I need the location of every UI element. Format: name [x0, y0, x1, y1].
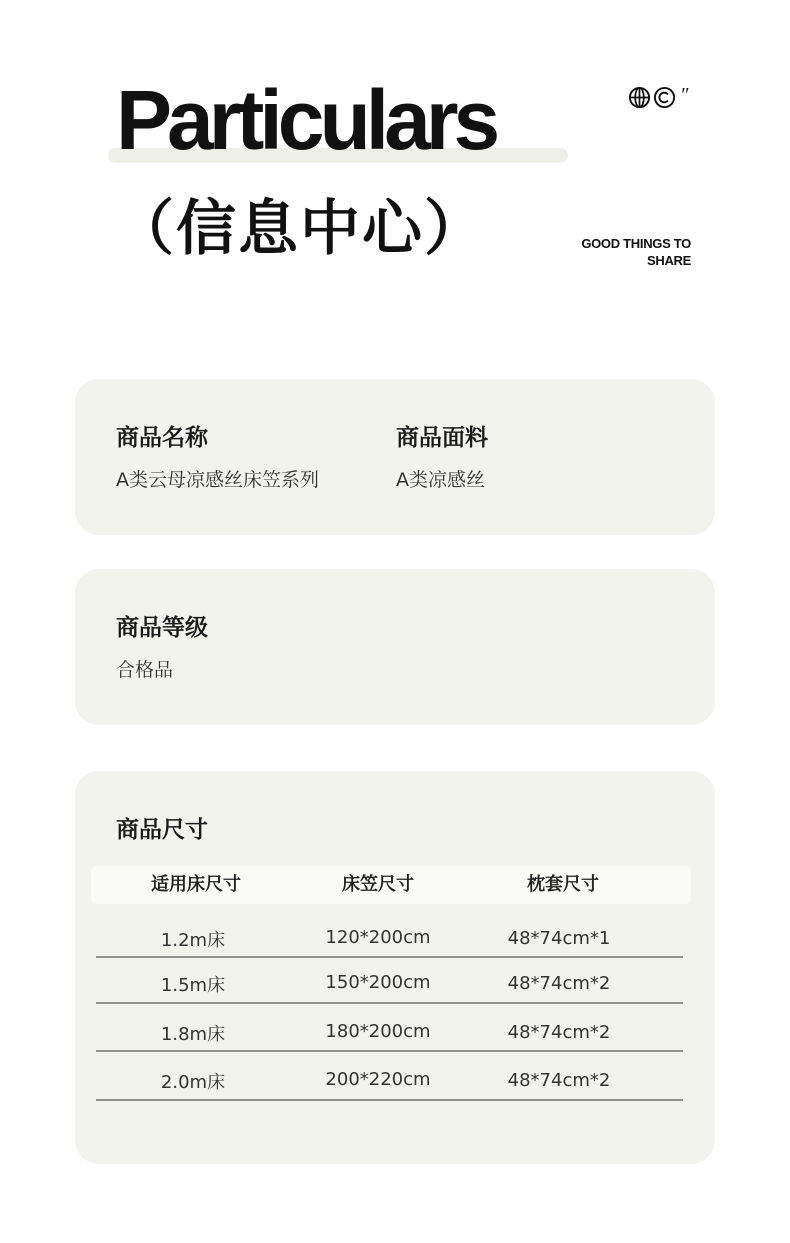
table-row [96, 956, 683, 1004]
row-pillowcase-size: 48*74cm*2 [507, 973, 611, 994]
tagline [581, 235, 691, 269]
brand-mark [628, 84, 694, 110]
row-fitted-sheet-size: 120*200cm [325, 927, 431, 948]
fabric-label: 商品面料 [396, 425, 488, 451]
product-name-label: 商品名称 [116, 425, 208, 451]
product-name-value: A类云母凉感丝床笠系列 [116, 469, 319, 491]
header-pillowcase-size: 枕套尺寸 [527, 874, 599, 895]
page-subtitle: （信息中心） [114, 194, 486, 264]
header-bed-size: 适用床尺寸 [151, 874, 241, 895]
globe-icon [628, 86, 651, 109]
tagline-line-2: SHARE [646, 253, 691, 268]
fabric-field [396, 419, 488, 492]
table-row [96, 1004, 683, 1052]
grade-value: 合格品 [116, 659, 174, 681]
row-bed-size: 1.2m床 [160, 930, 226, 951]
copyright-icon [653, 86, 676, 109]
grade-label: 商品等级 [116, 615, 208, 641]
info-card-grade [75, 569, 715, 725]
header-fitted-sheet-size: 床笠尺寸 [342, 874, 414, 895]
row-pillowcase-size: 48*74cm*2 [507, 1070, 611, 1091]
size-field [116, 811, 208, 844]
row-bed-size: 2.0m床 [160, 1072, 226, 1093]
product-name-field [116, 419, 319, 492]
info-card-product [75, 379, 715, 535]
row-pillowcase-size: 48*74cm*1 [507, 928, 611, 949]
page-title: Particulars [116, 73, 496, 167]
fabric-value: A类凉感丝 [396, 469, 485, 491]
row-fitted-sheet-size: 200*220cm [325, 1069, 431, 1090]
table-row [96, 910, 683, 958]
table-row [96, 1053, 683, 1101]
row-bed-size: 1.8m床 [160, 1024, 226, 1045]
row-divider [96, 1050, 683, 1052]
row-pillowcase-size: 48*74cm*2 [507, 1022, 611, 1043]
info-card-size [75, 771, 715, 1164]
row-bed-size: 1.5m床 [160, 975, 226, 996]
size-label: 商品尺寸 [116, 817, 208, 843]
row-fitted-sheet-size: 180*200cm [325, 1021, 431, 1042]
size-table-header [91, 866, 691, 904]
grade-field [116, 609, 208, 682]
logo-mark-glyph: ″ [680, 83, 689, 106]
row-fitted-sheet-size: 150*200cm [325, 972, 431, 993]
tagline-line-1: GOOD THINGS TO [581, 236, 691, 251]
row-divider [96, 1099, 683, 1101]
